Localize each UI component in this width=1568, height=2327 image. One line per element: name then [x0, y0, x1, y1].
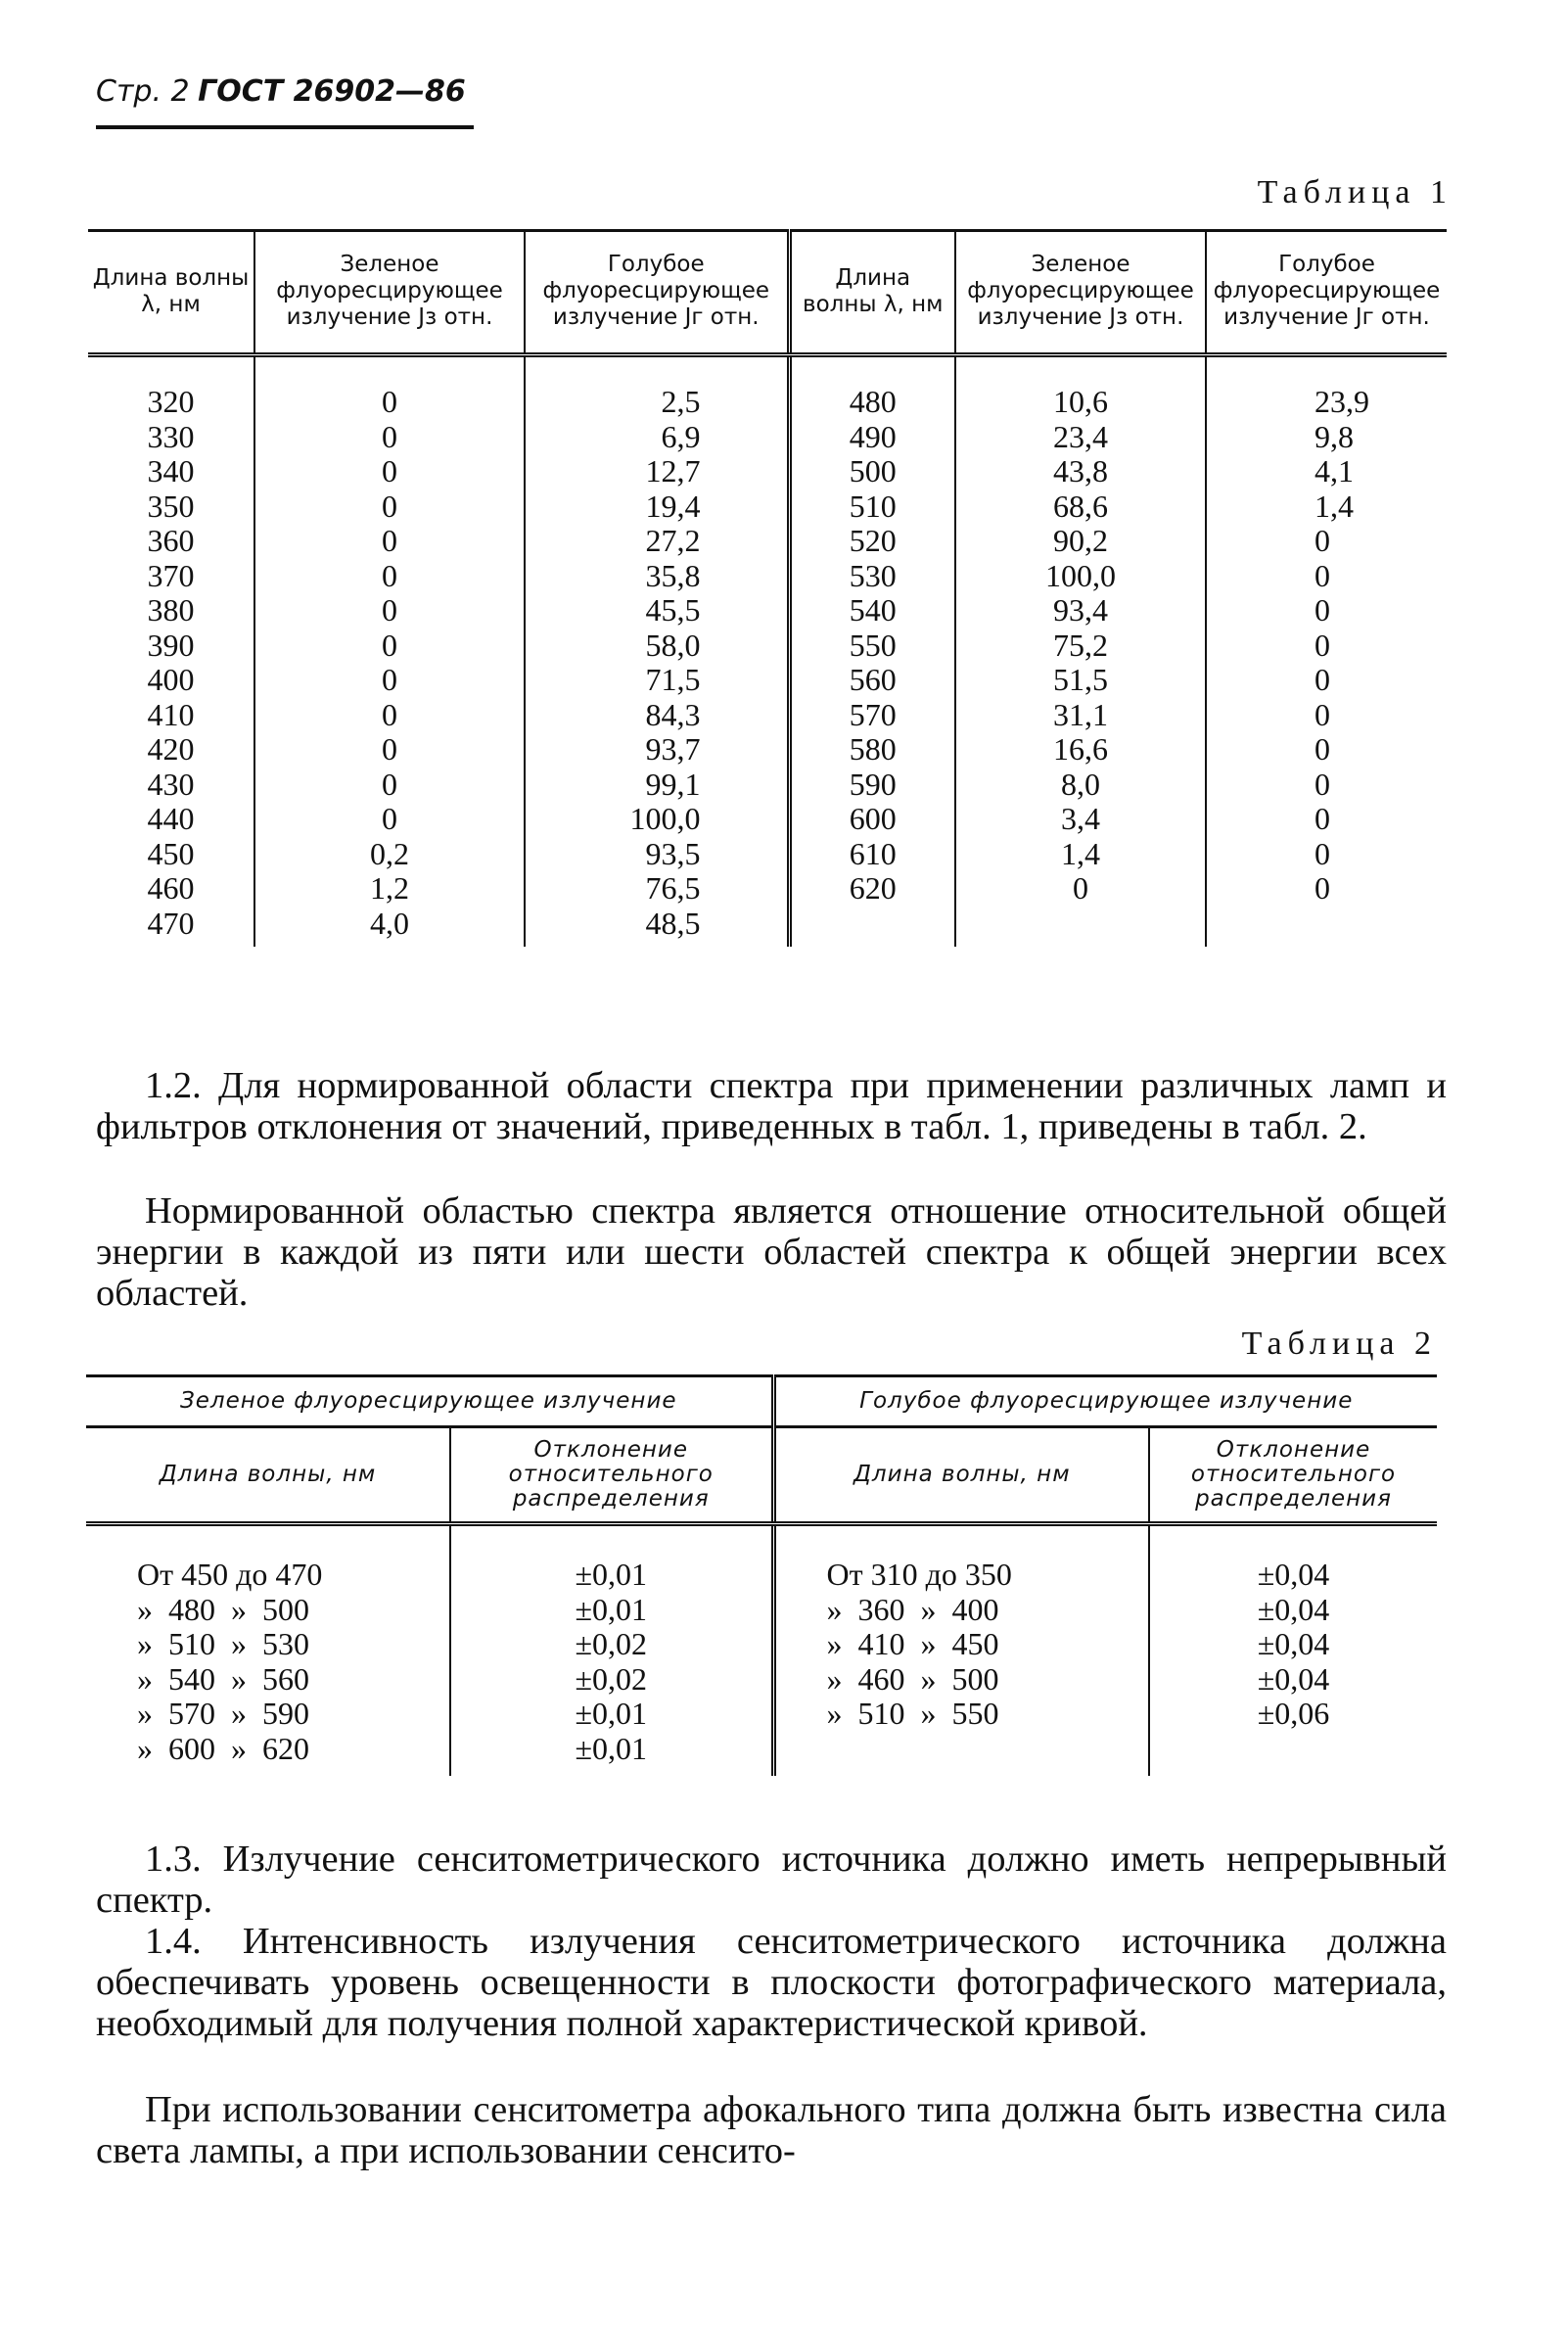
t1-wavelength-cell: 320 [147, 384, 195, 419]
table-row [88, 663, 1447, 698]
t1-wavelength-2-cell: 560 [789, 663, 955, 698]
t1-blue-cell: 35,8 [525, 559, 789, 594]
t1-wavelength-cell: 350 [147, 488, 195, 524]
table-row [86, 1662, 1437, 1698]
t1-green-2-cell: 16,6 [955, 732, 1206, 768]
table-row [86, 1627, 1437, 1662]
t1-blue-2-cell: 0 [1206, 524, 1447, 559]
t1-blue-2-cell: 0 [1206, 871, 1447, 907]
t1-blue-2-cell: 0 [1206, 628, 1447, 664]
paragraph-1-3: 1.3. Излучение сенситометрического источника должно иметь непрерывный спектр. [96, 1838, 1447, 1921]
t1-green-2-cell: 75,2 [955, 628, 1206, 664]
t1-col-wavelength-2: Длина волны λ, нм [789, 231, 955, 355]
t1-blue-2-cell: 1,4 [1206, 489, 1447, 525]
t2-group-blue: Голубое флуоресцирующее излучение [773, 1376, 1437, 1427]
t1-green-cell: 0 [254, 768, 525, 803]
t1-wavelength-cell: 460 [147, 870, 195, 906]
t1-wavelength-cell: 380 [147, 592, 195, 628]
t1-green-cell: 0 [254, 524, 525, 559]
table1-header-row [88, 231, 1447, 355]
t1-green-cell: 0 [254, 355, 525, 420]
t1-wavelength-2-cell: 580 [789, 732, 955, 768]
t1-blue-cell: 6,9 [525, 420, 789, 455]
t1-green-cell: 0 [254, 593, 525, 628]
t1-col-blue: Голубое флуоресцирующее излучение Jг отн. [525, 231, 789, 355]
t1-green-2-cell: 3,4 [955, 802, 1206, 837]
t2-green-range-cell: От 450 до 470 [137, 1557, 323, 1592]
t1-wavelength-2-cell: 570 [789, 698, 955, 733]
t2-blue-deviation-cell: ±0,04 [1149, 1593, 1437, 1628]
table-row [88, 768, 1447, 803]
t2-blue-range-cell [773, 1732, 1149, 1777]
t1-green-2-cell: 8,0 [955, 768, 1206, 803]
t1-green-cell: 0 [254, 732, 525, 768]
t2-green-deviation-cell: ±0,01 [450, 1593, 773, 1628]
t1-green-2-cell: 93,4 [955, 593, 1206, 628]
t1-wavelength-2-cell: 500 [789, 454, 955, 489]
t1-blue-2-cell [1206, 907, 1447, 948]
t1-wavelength-cell: 440 [147, 801, 195, 836]
t1-green-cell: 0 [254, 698, 525, 733]
table-row [88, 559, 1447, 594]
t1-green-2-cell: 43,8 [955, 454, 1206, 489]
table-row [88, 802, 1447, 837]
t2-green-deviation-cell: ±0,02 [450, 1662, 773, 1698]
t1-wavelength-2-cell: 610 [789, 837, 955, 872]
table-row [88, 837, 1447, 872]
paragraph-1-4: 1.4. Интенсивность излучения сенситометрического источника должна обеспечивать уровень освещенности в плоскости фотографического материала, необходимый для получения полной характеристической кривой. [96, 1921, 1447, 2044]
t1-green-2-cell: 23,4 [955, 420, 1206, 455]
t2-green-deviation-cell: ±0,01 [450, 1524, 773, 1593]
t2-blue-range-cell: » 510 » 550 [773, 1697, 1149, 1732]
table-row [88, 420, 1447, 455]
table-row [88, 593, 1447, 628]
table2-caption: Таблица 2 [1241, 1326, 1437, 1362]
t1-wavelength-cell: 450 [147, 835, 195, 871]
paragraph-normalized-region: Нормированной областью спектра является отношение относительной общей энергии в каждой из пяти или шести областей спектра к общей энергии всех областей. [96, 1190, 1447, 1314]
t1-blue-cell: 93,5 [525, 837, 789, 872]
t1-blue-2-cell: 0 [1206, 663, 1447, 698]
t1-wavelength-2-cell: 490 [789, 420, 955, 455]
table-row [86, 1697, 1437, 1732]
t1-blue-cell: 84,3 [525, 698, 789, 733]
t2-green-range-cell: » 510 » 530 [137, 1626, 309, 1661]
t1-green-cell: 4,0 [254, 907, 525, 948]
t1-wavelength-cell: 470 [147, 905, 195, 941]
t1-green-2-cell: 0 [955, 871, 1206, 907]
t1-blue-cell: 12,7 [525, 454, 789, 489]
t1-wavelength-cell: 370 [147, 557, 195, 593]
t1-wavelength-cell: 390 [147, 627, 195, 663]
t1-blue-cell: 100,0 [525, 802, 789, 837]
t1-wavelength-cell: 400 [147, 662, 195, 697]
t1-blue-cell: 2,5 [525, 355, 789, 420]
t1-col-green: Зеленое флуоресцирующее излучение Jз отн. [254, 231, 525, 355]
t1-wavelength-2-cell: 550 [789, 628, 955, 664]
t1-green-cell: 1,2 [254, 871, 525, 907]
t1-blue-2-cell: 0 [1206, 559, 1447, 594]
table-row [88, 907, 1447, 948]
t1-blue-2-cell: 0 [1206, 837, 1447, 872]
t1-green-cell: 0 [254, 454, 525, 489]
t1-wavelength-2-cell: 590 [789, 768, 955, 803]
t1-wavelength-2-cell: 620 [789, 871, 955, 907]
t1-green-cell: 0 [254, 489, 525, 525]
t2-green-range-cell: » 480 » 500 [137, 1591, 309, 1627]
table-row [86, 1732, 1437, 1777]
t1-green-cell: 0 [254, 663, 525, 698]
t1-col-blue-2: Голубое флуоресцирующее излучение Jг отн. [1206, 231, 1447, 355]
t1-green-2-cell [955, 907, 1206, 948]
t2-green-deviation-cell: ±0,01 [450, 1697, 773, 1732]
t1-blue-2-cell: 0 [1206, 593, 1447, 628]
t2-blue-range-cell: » 460 » 500 [773, 1662, 1149, 1698]
t2-col-wavelength-2: Длина волны, нм [773, 1427, 1149, 1524]
table-row [88, 454, 1447, 489]
t1-blue-cell: 71,5 [525, 663, 789, 698]
table-row [88, 355, 1447, 420]
t2-green-range-cell: » 570 » 590 [137, 1696, 309, 1731]
t1-wavelength-cell: 360 [147, 523, 195, 558]
table2-subheader-row [86, 1427, 1437, 1524]
t1-wavelength-2-cell: 600 [789, 802, 955, 837]
table-row [88, 698, 1447, 733]
table1 [88, 229, 1447, 947]
t1-green-2-cell: 68,6 [955, 489, 1206, 525]
table1-caption: Таблица 1 [1257, 174, 1453, 210]
t1-wavelength-2-cell: 530 [789, 559, 955, 594]
t1-wavelength-2-cell: 540 [789, 593, 955, 628]
t1-blue-cell: 76,5 [525, 871, 789, 907]
t1-blue-cell: 93,7 [525, 732, 789, 768]
t1-green-2-cell: 100,0 [955, 559, 1206, 594]
paragraph-sensitometer: При использовании сенситометра афокального типа должна быть известна сила света лампы, а при использовании сенсито- [96, 2089, 1447, 2171]
header-underline [96, 125, 474, 129]
t1-wavelength-cell: 430 [147, 766, 195, 802]
t1-wavelength-cell: 410 [147, 696, 195, 732]
t1-blue-cell: 19,4 [525, 489, 789, 525]
t2-blue-deviation-cell: ±0,04 [1149, 1524, 1437, 1593]
t1-green-cell: 0,2 [254, 837, 525, 872]
t2-blue-deviation-cell: ±0,04 [1149, 1627, 1437, 1662]
paragraph-1-2: 1.2. Для нормированной области спектра при применении различных ламп и фильтров отклонения от значений, приведенных в табл. 1, приведены в табл. 2. [96, 1065, 1447, 1147]
t1-green-2-cell: 90,2 [955, 524, 1206, 559]
t2-green-deviation-cell: ±0,01 [450, 1732, 773, 1777]
t1-green-cell: 0 [254, 420, 525, 455]
table-row [88, 489, 1447, 525]
t1-wavelength-2-cell: 510 [789, 489, 955, 525]
table-row [86, 1593, 1437, 1628]
table2-group-row [86, 1376, 1437, 1427]
t2-col-wavelength: Длина волны, нм [86, 1427, 450, 1524]
t1-green-2-cell: 51,5 [955, 663, 1206, 698]
t1-green-2-cell: 10,6 [955, 355, 1206, 420]
t1-blue-2-cell: 0 [1206, 802, 1447, 837]
t1-col-green-2: Зеленое флуоресцирующее излучение Jз отн. [955, 231, 1206, 355]
t2-green-deviation-cell: ±0,02 [450, 1627, 773, 1662]
t1-wavelength-2-cell [789, 907, 955, 948]
table-row [88, 732, 1447, 768]
t1-blue-2-cell: 9,8 [1206, 420, 1447, 455]
t2-col-deviation-2: Отклонение относительного распределения [1149, 1427, 1437, 1524]
t1-green-cell: 0 [254, 802, 525, 837]
t1-blue-2-cell: 0 [1206, 732, 1447, 768]
t1-green-2-cell: 1,4 [955, 837, 1206, 872]
page-header [96, 72, 466, 110]
t1-blue-cell: 45,5 [525, 593, 789, 628]
t2-blue-deviation-cell [1149, 1732, 1437, 1777]
t2-blue-range-cell: От 310 до 350 [773, 1524, 1149, 1593]
t1-blue-2-cell: 23,9 [1206, 355, 1447, 420]
table-row [86, 1524, 1437, 1593]
t2-col-deviation: Отклонение относительного распределения [450, 1427, 773, 1524]
t1-wavelength-2-cell: 520 [789, 524, 955, 559]
table2 [86, 1374, 1437, 1776]
table-row [88, 871, 1447, 907]
t2-green-range-cell: » 600 » 620 [137, 1730, 309, 1766]
t1-green-2-cell: 31,1 [955, 698, 1206, 733]
t2-blue-range-cell: » 410 » 450 [773, 1627, 1149, 1662]
t1-wavelength-cell: 340 [147, 453, 195, 489]
t1-blue-cell: 58,0 [525, 628, 789, 664]
t1-blue-2-cell: 0 [1206, 768, 1447, 803]
page-number: Стр. 2 [96, 74, 190, 109]
t1-wavelength-2-cell: 480 [789, 355, 955, 420]
t1-wavelength-cell: 420 [147, 731, 195, 767]
t2-blue-deviation-cell: ±0,06 [1149, 1697, 1437, 1732]
t1-green-cell: 0 [254, 559, 525, 594]
t2-green-range-cell: » 540 » 560 [137, 1660, 309, 1697]
t1-green-cell: 0 [254, 628, 525, 664]
t1-blue-cell: 27,2 [525, 524, 789, 559]
t2-group-green: Зеленое флуоресцирующее излучение [86, 1376, 773, 1427]
t1-blue-cell: 48,5 [525, 907, 789, 948]
table-row [88, 628, 1447, 664]
t2-blue-deviation-cell: ±0,04 [1149, 1662, 1437, 1698]
t2-blue-range-cell: » 360 » 400 [773, 1593, 1149, 1628]
t1-blue-cell: 99,1 [525, 768, 789, 803]
t1-blue-2-cell: 4,1 [1206, 454, 1447, 489]
t1-wavelength-cell: 330 [147, 418, 195, 454]
t1-col-wavelength: Длина волны λ, нм [88, 231, 254, 355]
t1-blue-2-cell: 0 [1206, 698, 1447, 733]
table-row [88, 524, 1447, 559]
standard-number: ГОСТ 26902—86 [198, 74, 466, 109]
